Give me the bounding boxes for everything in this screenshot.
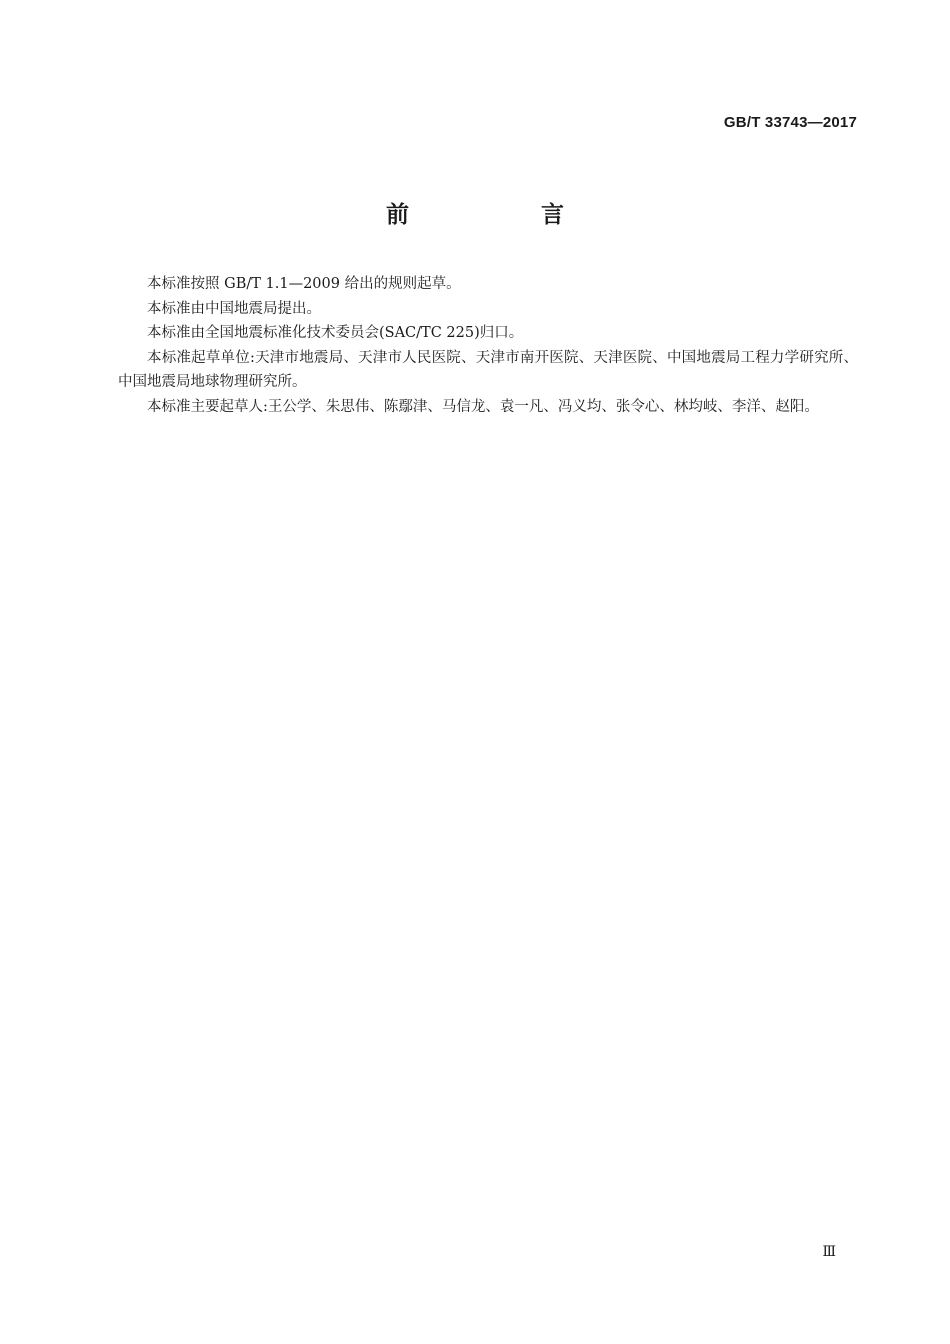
foreword-body (118, 272, 858, 419)
page-number: Ⅲ (822, 1245, 836, 1260)
standard-number: GB/T 33743—2017 (723, 114, 857, 131)
section-title: 前 言 (385, 202, 626, 228)
paragraph-drafting-units: 本标准起草单位:天津市地震局、天津市人民医院、天津市南开医院、天津医院、中国地震局工程力学研究所、中国地震局地球物理研究所。 (118, 349, 858, 390)
paragraph-committee: 本标准由全国地震标准化技术委员会(SAC/TC 225)归口。 (147, 325, 524, 341)
paragraph-proposer: 本标准由中国地震局提出。 (147, 300, 321, 317)
paragraph-drafting-rules: 本标准按照 GB/T 1.1—2009 给出的规则起草。 (147, 276, 461, 292)
paragraph-drafters: 本标准主要起草人:王公学、朱思伟、陈鄢津、马信龙、袁一凡、冯义均、张令心、林均岐、李洋、赵阳。 (147, 398, 819, 415)
